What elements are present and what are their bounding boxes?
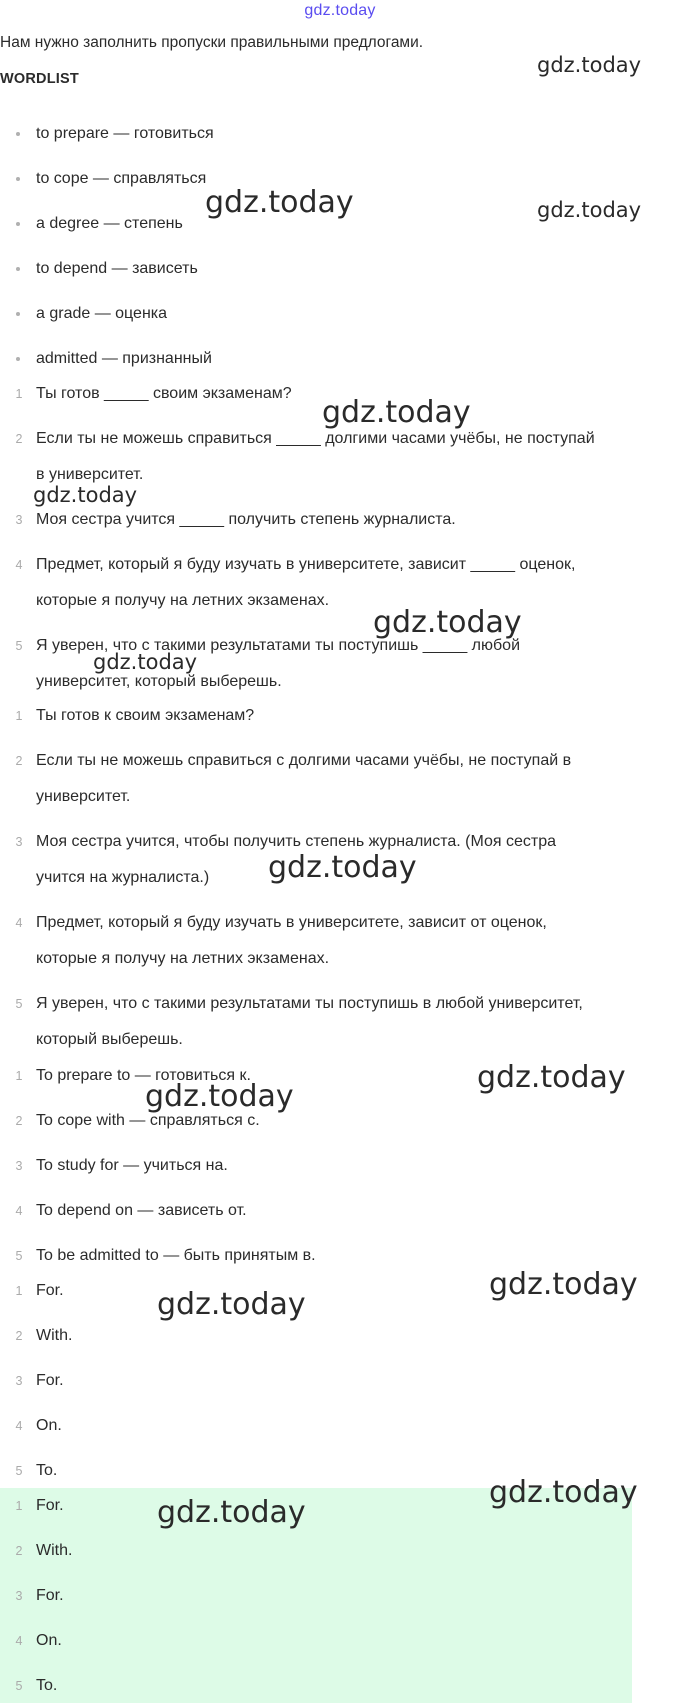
exercise-item-line: Если ты не можешь справиться _____ долгими часами учёбы, не поступай <box>36 430 595 447</box>
watermark: gdz.today <box>537 198 642 222</box>
wordlist-item-text: admitted — признанный <box>36 350 212 367</box>
site-title[interactable]: gdz.today <box>304 2 376 19</box>
watermark: gdz.today <box>373 605 522 640</box>
bullet-icon <box>14 296 22 304</box>
exercise-item-line: в университет. <box>36 466 144 483</box>
item-number: 5 <box>15 1464 23 1478</box>
item-number: 4 <box>15 1634 23 1648</box>
phrase-item-line: To be admitted to — быть принятым в. <box>36 1247 316 1264</box>
phrase-item-line: To depend on — зависеть от. <box>36 1202 247 1219</box>
watermark: gdz.today <box>489 1267 638 1302</box>
exercise-item-line: Я уверен, что с такими результатами ты поступишь _____ любой <box>36 637 521 654</box>
item-number: 2 <box>15 1114 23 1128</box>
exercise-item-line: которые я получу на летних экзаменах. <box>36 592 330 609</box>
item-number: 5 <box>15 639 23 653</box>
item-number: 2 <box>15 754 23 768</box>
translation-item-line: Ты готов к своим экзаменам? <box>36 707 255 724</box>
highlighted-answer-item-line: On. <box>36 1632 62 1649</box>
item-number: 4 <box>15 916 23 930</box>
exercise-item-line: Моя сестра учится _____ получить степень журналиста. <box>36 511 456 528</box>
watermark: gdz.today <box>93 650 198 674</box>
exercise-item-line: университет, который выберешь. <box>36 673 282 690</box>
translation-item-line: Моя сестра учится, чтобы получить степень журналиста. (Моя сестра <box>36 833 557 850</box>
item-number: 1 <box>15 709 23 723</box>
item-number: 2 <box>15 1544 23 1558</box>
phrase-item-line: To prepare to — готовиться к. <box>36 1067 251 1084</box>
item-number: 1 <box>15 387 23 401</box>
wordlist-item-text: to depend — зависеть <box>36 260 198 277</box>
watermark: gdz.today <box>489 1475 638 1510</box>
translation-item-line: который выберешь. <box>36 1031 183 1048</box>
bullet-icon <box>14 206 22 214</box>
wordlist-item-text: a grade — оценка <box>36 305 168 322</box>
highlighted-answer-item-line: For. <box>36 1497 64 1514</box>
item-number: 5 <box>15 1249 23 1263</box>
watermark: gdz.today <box>268 850 417 885</box>
wordlist-item-text: to prepare — готовиться <box>36 125 214 142</box>
translation-item-line: которые я получу на летних экзаменах. <box>36 950 330 967</box>
item-number: 3 <box>15 835 23 849</box>
item-number: 2 <box>15 1329 23 1343</box>
item-number: 5 <box>15 997 23 1011</box>
bullet-icon <box>14 116 22 124</box>
watermark: gdz.today <box>157 1495 306 1530</box>
wordlist-heading: WORDLIST <box>0 71 79 87</box>
watermark: gdz.today <box>157 1287 306 1322</box>
translation-item-line: учится на журналиста.) <box>36 869 210 886</box>
watermark: gdz.today <box>537 53 642 77</box>
answer-item-line: With. <box>36 1327 73 1344</box>
item-number: 3 <box>15 1589 23 1603</box>
watermark: gdz.today <box>145 1079 294 1114</box>
answer-item-line: For. <box>36 1282 64 1299</box>
highlighted-answer-item-line: To. <box>36 1677 58 1694</box>
answer-item-line: For. <box>36 1372 64 1389</box>
bullet-icon <box>14 161 22 169</box>
watermark: gdz.today <box>205 185 354 220</box>
wordlist-item-text: to cope — справляться <box>36 170 207 187</box>
item-number: 2 <box>15 432 23 446</box>
watermark: gdz.today <box>477 1060 626 1095</box>
wordlist-item-text: a degree — степень <box>36 215 183 232</box>
highlighted-answer-item-line: For. <box>36 1587 64 1604</box>
item-number: 4 <box>15 1419 23 1433</box>
bullet-icon <box>14 341 22 349</box>
answer-item-line: On. <box>36 1417 62 1434</box>
item-number: 4 <box>15 1204 23 1218</box>
item-number: 1 <box>15 1284 23 1298</box>
answer-item-line: To. <box>36 1462 58 1479</box>
translation-item-line: Предмет, который я буду изучать в университете, зависит от оценок, <box>36 914 547 931</box>
item-number: 1 <box>15 1069 23 1083</box>
item-number: 3 <box>15 1159 23 1173</box>
watermark: gdz.today <box>322 395 471 430</box>
intro-text: Нам нужно заполнить пропуски правильными предлогами. <box>0 34 424 51</box>
exercise-item-line: Предмет, который я буду изучать в университете, зависит _____ оценок, <box>36 556 576 573</box>
item-number: 3 <box>15 513 23 527</box>
translation-item-line: университет. <box>36 788 131 805</box>
highlighted-answer-item-line: With. <box>36 1542 73 1559</box>
phrase-item-line: To study for — учиться на. <box>36 1157 228 1174</box>
phrase-item-line: To cope with — справляться с. <box>36 1112 260 1129</box>
item-number: 1 <box>15 1499 23 1513</box>
watermark: gdz.today <box>33 483 138 507</box>
bullet-icon <box>14 251 22 259</box>
item-number: 4 <box>15 558 23 572</box>
translation-item-line: Я уверен, что с такими результатами ты поступишь в любой университет, <box>36 995 583 1012</box>
translation-item-line: Если ты не можешь справиться с долгими часами учёбы, не поступай в <box>36 752 572 769</box>
item-number: 3 <box>15 1374 23 1388</box>
item-number: 5 <box>15 1679 23 1693</box>
exercise-item-line: Ты готов _____ своим экзаменам? <box>36 385 292 402</box>
